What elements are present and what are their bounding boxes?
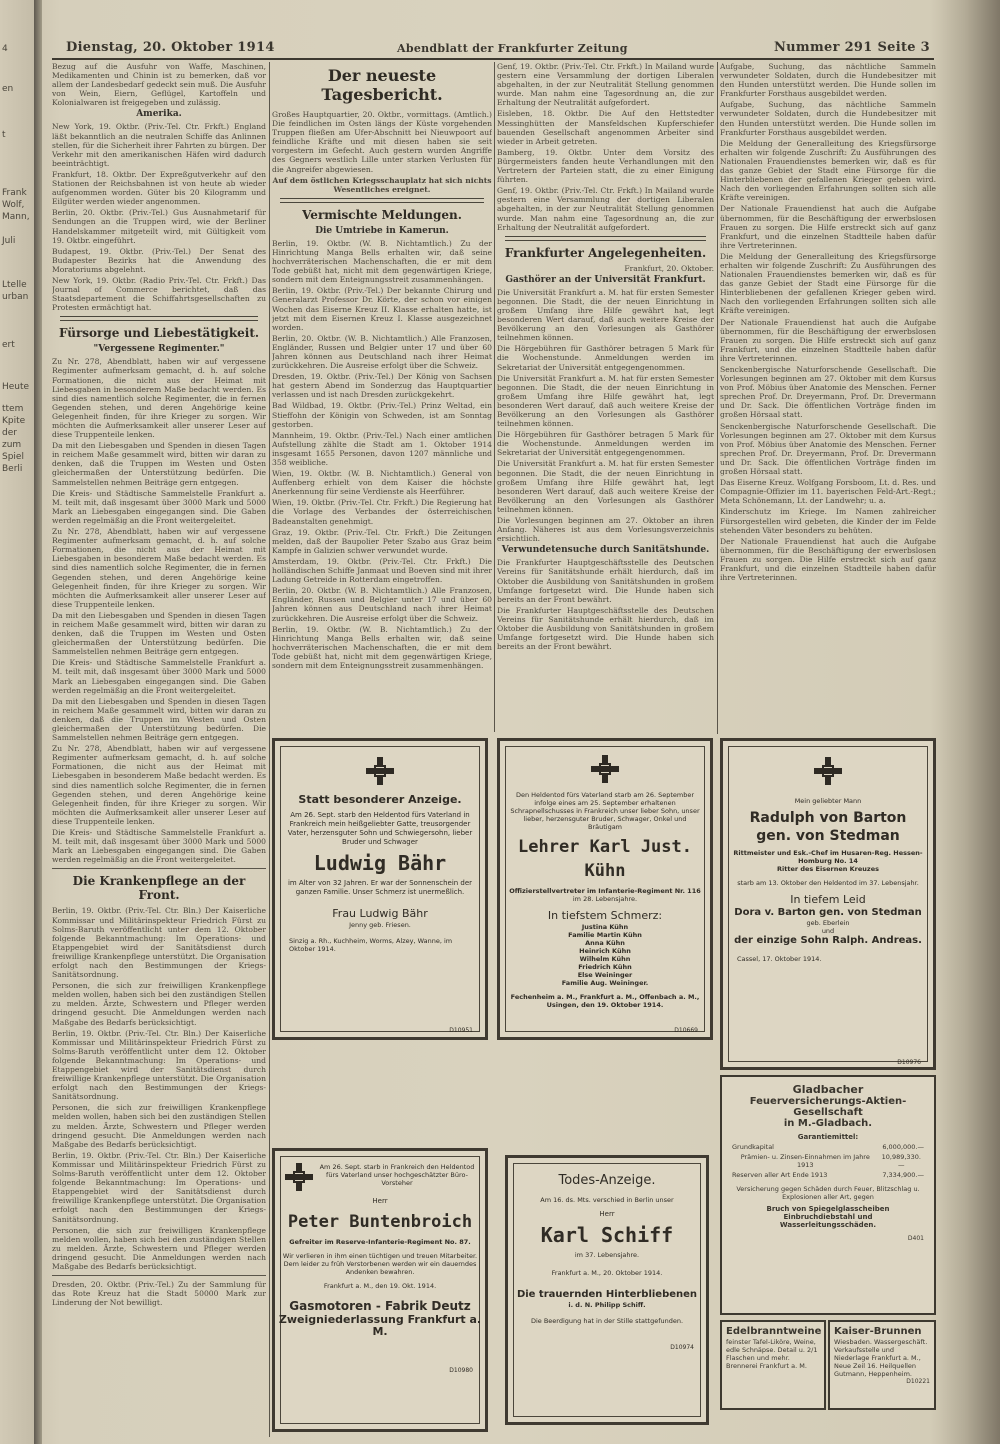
- section-heading: Vermischte Meldungen.: [302, 207, 462, 222]
- margin-fragment: Ltelle: [2, 280, 27, 290]
- article-text: Das Eiserne Kreuz. Wolfgang Forsboom, Lt. d. Res. und Compagnie-Offizier im 11. bayerischen Feld-Art.-Regt.; Meta Schönemann, Lt. der Landwehr; u. a.: [720, 478, 936, 506]
- column-3: [497, 62, 714, 732]
- signer-name: Frau Ludwig Bähr: [332, 907, 428, 920]
- ad-text: Versicherung gegen Schäden durch Feuer, Blitzschlag u. Explosionen aller Art, gegen: [736, 1185, 920, 1201]
- article-text: Die Kreis- und Städtische Sammelstelle Frankfurt a. M. teilt mit, daß insgesamt über 3000 Mark und 5000 Mark an Liebesgaben eingegangen sind. Die Gaben werden regelmäßig an die Front weitergeleitet.: [52, 658, 266, 695]
- insurance-advertisement: [720, 1075, 936, 1315]
- deceased-rank: Rittmeister und Esk.-Chef im Husaren-Reg. Hessen-Homburg No. 14: [733, 849, 923, 865]
- column-rule: [269, 62, 270, 1437]
- iron-cross-icon: [285, 1163, 313, 1191]
- notice-place: Frankfurt a. M., den 19. Okt. 1914.: [323, 1282, 437, 1290]
- article-text: Die Universität Frankfurt a. M. hat für ersten Semester begonnen. Die Stadt, die der neuen Einrichtung in großem Umfang ihre Hilfe gewährt hat, legt besonderen Wert darauf, daß auch weitere Kreise der Bevölkerung an den Vorlesungen als Gasthörer teilnehmen können.: [497, 373, 714, 429]
- deceased-name: Ludwig Bähr: [313, 851, 447, 875]
- mourning-line: In tiefem Leid: [790, 893, 866, 906]
- article-text: Die Hörgebühren für Gasthörer betragen 5 Mark für die Wochenstunde. Anmeldungen werden im Sekretariat der Universität entgegengenommen.: [497, 344, 714, 372]
- article-text: Frankfurt, 18. Oktbr. Der Expreßgutverkehr auf den Stationen der Reichsbahnen ist von heute ab wieder aufgenommen worden. Güter bis 20 Kilogramm und Eilgüter werden wieder angenommen.: [52, 169, 266, 207]
- deceased-rank: Gefreiter im Reserve-Infanterie-Regiment No. 87.: [289, 1238, 471, 1246]
- deceased-name: Radulph von Barton: [749, 810, 907, 826]
- iron-cross-icon: [366, 757, 394, 785]
- column-2: [272, 62, 492, 732]
- mourners-firm: i. d. N. Philipp Schiff.: [568, 1301, 646, 1309]
- article-text: New York, 19. Oktbr. (Priv.-Tel. Ctr. Frkft.) England läßt bekanntlich an die neutralen Schiffe das Anlinnen stellen, für die Sicherheit ihrer Fahrten zu bürgen. Der Verkehr mit den amerikanischen Häfen wird dadurch beeinträchtigt.: [52, 122, 266, 168]
- article-text: Graz, 19. Oktbr. (Priv.-Tel. Ctr. Frkft.) Die Zeitungen melden, daß der Baupolier Peter Szabo aus Graz beim Kampfe in Galizien schwer verwundet wurde.: [272, 527, 492, 555]
- signer-name: der einzige Sohn Ralph. Andreas.: [734, 935, 922, 946]
- article-text: Budapest, 19. Oktbr. (Priv.-Tel.) Der Senat des Budapester Bezirks hat die Anwendung des Moratoriums abgelehnt.: [52, 246, 266, 274]
- ad-row: [732, 1153, 924, 1169]
- article-text: Genf, 19. Oktbr. (Priv.-Tel. Ctr. Frkft.) In Mailand wurde gestern eine Versammlung der dortigen Liberalen abgehalten, in der zur Neutralität Stellung genommen wurde. Man nahm eine Tagesordnung an, die zur Erhaltung der Neutralität aufgefordert.: [497, 62, 714, 108]
- article-text: Bamberg, 19. Oktbr. Unter dem Vorsitz des Bürgermeisters fanden heute Verhandlungen mit den Vertretern der Parteien statt, die zu einer Einigung führten.: [497, 147, 714, 185]
- iron-cross-icon: [814, 757, 842, 785]
- firm-name: Gasmotoren - Fabrik Deutz: [289, 1299, 471, 1313]
- article-text: Senckenbergische Naturforschende Gesellschaft. Die Vorlesungen beginnen am 27. Oktober mit dem Kursus von Prof. Möbius über Anatomie des Menschen. Ferner sprechen Prof. Dr. Dreyermann, Prof. Dr. Drevermann und Dr. Sack. Die öffentlichen Vorträge finden im großen Hörsaal statt.: [720, 365, 936, 420]
- notice-place: Sinzig a. Rh., Kuchheim, Worms, Alzey, Wanne, im Oktober 1914.: [289, 937, 453, 953]
- article-text: Die Universität Frankfurt a. M. hat für ersten Semester begonnen. Die Stadt, die der neuen Einrichtung in großem Umfang ihre Hilfe gewährt hat, legt besonderen Wert darauf, daß auch weitere Kreise der Bevölkerung an den Vorlesungen als Gasthörer teilnehmen können.: [497, 287, 714, 343]
- article-text: Personen, die sich zur freiwilligen Krankenpflege melden wollen, haben sich bei den zuständigen Stellen zu melden. Ärzte, Schwestern und Pfleger werden dringend gesucht. Die Anmeldungen werden nach Maßgabe des Bedarfs berücksichtigt.: [52, 981, 266, 1027]
- notice-place: Fechenheim a. M., Frankfurt a. M., Offenbach a. M., Usingen, den 19. Oktober 1914.: [510, 993, 700, 1009]
- margin-fragment: der: [2, 428, 17, 438]
- article-text: Bad Wildbad, 19. Oktbr. (Priv.-Tel.) Prinz Weltad, ein Stieffohn der Königin von Schweden, ist am Sonntag gestorben.: [272, 401, 492, 429]
- margin-fragment: en: [2, 84, 14, 94]
- margin-fragment: t: [2, 130, 6, 140]
- firm-branch: Zweigniederlassung Frankfurt a. M.: [278, 1313, 482, 1338]
- obituary-notice-schiff: [505, 1155, 709, 1425]
- ad-row-label: Grundkapital: [732, 1143, 774, 1151]
- article-text: Genf, 19. Oktbr. (Priv.-Tel. Ctr. Frkft.) In Mailand wurde gestern eine Versammlung der dortigen Liberalen abgehalten, in der zur Neutralität Stellung genommen wurde. Man nahm eine Tagesordnung an, die zur Erhaltung der Neutralität aufgefordert.: [497, 186, 714, 232]
- article-text: Aufgabe, Suchung, das nächtliche Sammeln verwundeter Soldaten, durch die Hundebesitzer mit den Hunden unterstützt werden. Die Hunde sollen im Frankfurter Forsthaus ausgebildet werden.: [720, 62, 936, 99]
- article-text: Berlin, 20. Oktbr. (W. B. Nichtamtlich.) Alle Franzosen, Engländer, Russen und Belgier unter 17 und über 60 Jahren können aus Deutschland nach ihrer Heimat zurückkehren. Die Ausreise erfolgt über die Schweiz.: [272, 333, 492, 371]
- obituary-notice-kuehn: [497, 738, 713, 1040]
- article-text: Der Nationale Frauendienst hat auch die Aufgabe übernommen, für die Beschäftigung der erwerbslosen Frauen zu sorgen. Die Hilfe erstreckt sich auf ganz Frankfurt, und die einzelnen Stadtteile haben dafür ihre Vertreterinnen.: [720, 317, 936, 363]
- article-text: Dresden, 19. Oktbr. (Priv.-Tel.) Der König von Sachsen hat gestern Abend im Sonderzug das Hauptquartier verlassen und ist nach Dresden zurückgekehrt.: [272, 372, 492, 400]
- notice-text: starb am 13. Oktober den Heldentod im 37. Lebensjahr.: [737, 879, 919, 887]
- divider: [52, 868, 266, 869]
- ad-title: Gladbacher: [792, 1083, 864, 1096]
- mourning-line: In tiefstem Schmerz:: [547, 909, 663, 922]
- ad-text: Wiesbaden. Wassergeschäft. Verkaufsstelle und Niederlage Frankfurt a. M., Neue Zeil 16. Heilquellen Gutmann, Heppenheim.: [834, 1338, 928, 1378]
- mourner-name: Friedrich Kühn: [578, 963, 632, 971]
- column-1: [52, 62, 266, 1437]
- article-text: Bezug auf die Ausfuhr von Waffe, Maschinen, Medikamenten und Chinin ist zu bemerken, daß vor allem der Landesbedarf gedeckt sein muß. Die Ausfuhr von Wein, Eiern, Geflügel, Kartoffeln und Kolonialwaren ist freigegeben und zulässig.: [52, 62, 266, 108]
- obituary-notice-baehr: [272, 738, 488, 1040]
- ad-title: Kaiser-Brunnen: [834, 1326, 922, 1337]
- obituary-notice-buntenbroich: [272, 1148, 488, 1432]
- header-paper-name: Abendblatt der Frankfurter Zeitung: [397, 42, 628, 55]
- mourners-line: Die trauernden Hinterbliebenen: [516, 1289, 698, 1300]
- signer-name: Dora v. Barton gen. von Stedman: [734, 907, 922, 918]
- section-divider: [505, 236, 706, 241]
- article-text: Wien, 19. Oktbr. (W. B. Nichtamtlich.) General von Auffenberg erhielt von dem Kaiser die höchste Anerkennung für seine Verdienste als Heerführer.: [272, 469, 492, 497]
- article-text: Kinderschutz im Kriege. Im Namen zahlreicher Fürsorgestellen wird gebeten, die Kinder der im Felde stehenden Väter besonders zu behüten.: [720, 507, 936, 535]
- margin-fragment: Heute: [2, 382, 30, 392]
- article-text: Da mit den Liebesgaben und Spenden in diesen Tagen in reichem Maße gesammelt wird, bitten wir daran zu denken, daß die Truppen im Westen und Osten gleichermaßen der Unterstützung bedürfen. Die Sammelstellen nehmen Beiträge gern entgegen.: [52, 696, 266, 743]
- article-text: Die Vorlesungen beginnen am 27. Oktober an ihren Anfang. Näheres ist aus dem Vorlesungsverzeichnis ersichtlich.: [497, 516, 714, 544]
- ad-row-value: 6,000,000.—: [882, 1143, 924, 1151]
- section-heading: Frankfurter Angelegenheiten.: [504, 245, 707, 260]
- article-text: Personen, die sich zur freiwilligen Krankenpflege melden wollen, haben sich bei den zuständigen Stellen zu melden. Ärzte, Schwestern und Pfleger werden dringend gesucht. Die Anmeldungen werden nach Maßgabe des Bedarfs berücksichtigt.: [52, 1103, 266, 1149]
- header-page-number: Nummer 291 Seite 3: [774, 40, 930, 55]
- column-rule: [494, 62, 495, 732]
- notice-text: Herr: [599, 1210, 615, 1218]
- notice-text: Am 26. Sept. starb den Heldentod fürs Vaterland in Frankreich mein heißgeliebter Gatte, treusorgender Vater, herzensguter Sohn und Schwiegersohn, lieber Bruder und Schwager: [287, 811, 473, 846]
- ad-row: [732, 1143, 924, 1151]
- ad-title: Edelbranntweine: [726, 1326, 822, 1337]
- ad-row-label: Reserven aller Art Ende 1913: [732, 1171, 828, 1179]
- article-text: Berlin, 19. Oktbr. (W. B. Nichtamtlich.) Zu der Hinrichtung Manga Bells erhalten wir, daß seine hochverräterischen Machenschaften, die er mit dem Tode gebüßt hat, nicht mit dem gegenwärtigen Kriege, sondern mit dem Enteignungsstreit zusammenhängen.: [272, 624, 492, 670]
- notice-code: D10951: [449, 1027, 473, 1034]
- article-text: Zu Nr. 278, Abendblatt, haben wir auf vergessene Regimenter aufmerksam gemacht, d. h. auf solche Formationen, die nicht aus der Heimat mit Liebesgaben in besonderem Maße bedacht werden. Es sind dies namentlich solche Regimenter, die in fernen Gegenden stehen, und deren Angehörige keine Gelegenheit finden, für ihre Krieger zu sorgen. Wir möchten die Aufmerksamkeit aller unserer Leser auf diese Truppenteile lenken.: [52, 527, 266, 609]
- mourner-name: Wilhelm Kühn: [579, 955, 631, 963]
- deceased-name: Peter Buntenbroich: [287, 1212, 473, 1232]
- article-text: Der Nationale Frauendienst hat auch die Aufgabe übernommen, für die Beschäftigung der erwerbslosen Frauen zu sorgen. Die Hilfe erstreckt sich auf ganz Frankfurt, und die einzelnen Stadtteile haben dafür ihre Vertreterinnen.: [720, 536, 936, 583]
- article-text: Zu Nr. 278, Abendblatt, haben wir auf vergessene Regimenter aufmerksam gemacht, d. h. auf solche Formationen, die nicht aus der Heimat mit Liebesgaben in besonderem Maße bedacht werden. Es sind dies namentlich solche Regimenter, die in fernen Gegenden stehen, und deren Angehörige keine Gelegenheit finden, für ihre Krieger zu sorgen. Wir möchten die Aufmerksamkeit aller unserer Leser auf diese Truppenteile lenken.: [52, 744, 266, 826]
- ad-item: Bruch von Spiegelglasscheiben: [766, 1205, 890, 1213]
- article-text: Die Hörgebühren für Gasthörer betragen 5 Mark für die Wochenstunde. Anmeldungen werden im Sekretariat der Universität entgegengenommen.: [497, 430, 714, 458]
- deceased-name: Lehrer Karl Just. Kühn: [518, 837, 692, 881]
- article-text: Berlin, 19. Oktbr. (Priv.-Tel. Ctr. Bln.) Der Kaiserliche Kommissar und Militärinspekteur Friedrich Fürst zu Solms-Baruth veröffentlicht unter dem 12. Oktober folgende Bekanntmachung: Im Operations- und Etappengebiet wird der Sanitätsdienst durch freiwillige Krankenpflege unterstützt. Die Organisation erfolgt nach den Bestimmungen der Kriegs-Sanitätsordnung.: [52, 1150, 266, 1224]
- article-text: Die Kreis- und Städtische Sammelstelle Frankfurt a. M. teilt mit, daß insgesamt über 3000 Mark und 5000 Mark an Liebesgaben eingegangen sind. Die Gaben werden regelmäßig an die Front weitergeleitet.: [52, 828, 266, 865]
- margin-fragment: Mann,: [2, 212, 30, 222]
- mourner-name: Heinrich Kühn: [579, 947, 631, 955]
- notice-code: D10669: [674, 1027, 698, 1034]
- margin-fragment: Wolf,: [2, 200, 25, 210]
- article-text: Die Meldung der Generalleitung des Kriegsfürsorge erhalten wir folgende Zuschrift: Zu Ausführungen des Nationalen Frauendienstes bemerken wir, daß es für das ganze Gebiet der Stadt eine Fürsorge für die Hinterbliebenen der gefallenen Krieger geben wird. Nach den vorliegenden Erfahrungen sollten sich alle Kräfte vereinigen.: [720, 138, 936, 203]
- section-heading: Die Krankenpflege an der Front.: [72, 874, 246, 903]
- signer-detail: Jenny geb. Friesen.: [349, 921, 411, 929]
- notice-text: im 28. Lebensjahre.: [572, 895, 638, 903]
- section-divider: [60, 316, 258, 321]
- article-text: Die Frankfurter Hauptgeschäftsstelle des Deutschen Vereins für Sanitätshunde erhält hierdurch, daß im Oktober die Ausbildung von Sanitätshunden in großem Umfange fortgesetzt wird. Die Hunde haben sich bereits an der Front bewährt.: [497, 558, 714, 604]
- mourner-name: Familie Martin Kühn: [568, 931, 642, 939]
- article-text: Wien, 19. Oktbr. (Priv.-Tel. Ctr. Frkft.) Die Regierung hat die Vorlage des Verbandes der österreichischen Badeanstalten genehmigt.: [272, 498, 492, 526]
- ad-row-value: 10,989,330.—: [881, 1153, 921, 1169]
- small-advertisement: [828, 1320, 936, 1410]
- margin-fragment: urban: [2, 292, 29, 302]
- article-text: Senckenbergische Naturforschende Gesellschaft. Die Vorlesungen beginnen am 27. Oktober mit dem Kursus von Prof. Möbius über Anatomie des Menschen. Ferner sprechen Prof. Dr. Dreyermann, Prof. Dr. Drevermann und Dr. Sack. Die öffentlichen Vorträge finden im großen Hörsaal statt.: [720, 421, 936, 477]
- dateline: Frankfurt, 20. Oktober.: [624, 263, 714, 273]
- article-heading: Amerika.: [136, 109, 182, 120]
- notice-text: im Alter von 32 Jahren. Er war der Sonnenschein der ganzen Familie. Unser Schmerz ist unermeßlich.: [287, 879, 473, 896]
- previous-page-edge: [0, 0, 36, 1444]
- article-text: Da mit den Liebesgaben und Spenden in diesen Tagen in reichem Maße gesammelt wird, bitten wir daran zu denken, daß die Truppen im Westen und Osten gleichermaßen der Unterstützung bedürfen. Die Sammelstellen nehmen Beiträge gern entgegen.: [52, 441, 266, 487]
- article-text: Die Meldung der Generalleitung des Kriegsfürsorge erhalten wir folgende Zuschrift: Zu Ausführungen des Nationalen Frauendienstes bemerken wir, daß es für das ganze Gebiet der Stadt eine Fürsorge für die Hinterbliebenen der gefallenen Krieger geben wird. Nach den vorliegenden Erfahrungen sollten sich alle Kräfte vereinigen.: [720, 251, 936, 316]
- deceased-name-suffix: gen. von Stedman: [756, 828, 900, 844]
- mourner-name: Justina Kühn: [581, 923, 629, 931]
- ad-subheading: Garantiemittel:: [797, 1133, 859, 1141]
- deceased-rank: Offizierstellvertreter im Infanterie-Regiment Nr. 116: [509, 887, 701, 895]
- article-text: Berlin, 19. Oktbr. (Priv.-Tel. Ctr. Bln.) Der Kaiserliche Kommissar und Militärinspekteur Friedrich Fürst zu Solms-Baruth veröffentlicht unter dem 12. Oktober folgende Bekanntmachung: Im Operations- und Etappengebiet wird der Sanitätsdienst durch freiwillige Krankenpflege unterstützt. Die Organisation erfolgt nach den Bestimmungen der Kriegs-Sanitätsordnung.: [52, 1028, 266, 1102]
- margin-fragment: Frank: [2, 188, 27, 198]
- article-text: Auf dem östlichen Kriegsschauplatz hat sich nichts Wesentliches ereignet.: [272, 175, 492, 194]
- ad-title: Feuerversicherungs-Aktien-Gesellschaft: [749, 1096, 907, 1118]
- ad-row: [732, 1171, 924, 1179]
- article-text: Die Kreis- und Städtische Sammelstelle Frankfurt a. M. teilt mit, daß insgesamt über 3000 Mark und 5000 Mark an Liebesgaben eingegangen sind. Die Gaben werden regelmäßig an die Front weitergeleitet.: [52, 488, 266, 525]
- page-header: [52, 38, 934, 60]
- notice-text: Wir verlieren in ihm einen tüchtigen und treuen Mitarbeiter. Dem leider zu früh Verstorbenen werden wir ein dauerndes Andenken bewahren.: [282, 1252, 478, 1276]
- notice-place: Frankfurt a. M., 20. Oktober 1914.: [551, 1269, 663, 1277]
- margin-fragment: Kpite: [2, 416, 26, 426]
- ad-code: D10221: [906, 1378, 930, 1385]
- article-text: Berlin, 20. Oktbr. (W. B. Nichtamtlich.) Alle Franzosen, Engländer, Russen und Belgier unter 17 und über 60 Jahren können aus Deutschland nach ihrer Heimat zurückkehren. Die Ausreise erfolgt über die Schweiz.: [272, 586, 492, 623]
- article-text: Berlin, 19. Oktbr. (Priv.-Tel. Ctr. Bln.) Der Kaiserliche Kommissar und Militärinspekteur Friedrich Fürst zu Solms-Baruth veröffentlicht unter dem 12. Oktober folgende Bekanntmachung: Im Operations- und Etappengebiet wird der Sanitätsdienst durch freiwillige Krankenpflege unterstützt. Die Organisation erfolgt nach den Bestimmungen der Kriegs-Sanitätsordnung.: [52, 906, 266, 980]
- article-text: Amsterdam, 19. Oktbr. (Priv.-Tel. Ctr. Frkft.) Die holländischen Schiffe Janmaat und Boeven sind mit ihrer Ladung Getreide in Rotterdam eingetroffen.: [272, 556, 492, 585]
- ad-row-label: Prämien- u. Zinsen-Einnahmen im Jahre 1913: [740, 1153, 870, 1169]
- article-text: Aufgabe, Suchung, das nächtliche Sammeln verwundeter Soldaten, durch die Hundebesitzer mit den Hunden unterstützt werden. Die Hunde sollen im Frankfurter Forsthaus ausgebildet werden.: [720, 100, 936, 137]
- small-advertisement: [720, 1320, 826, 1410]
- notice-title: Todes-Anzeige.: [558, 1173, 656, 1188]
- notice-code: D10974: [670, 1344, 694, 1351]
- article-text: Personen, die sich zur freiwilligen Krankenpflege melden wollen, haben sich bei den zuständigen Stellen zu melden. Ärzte, Schwestern und Pfleger werden dringend gesucht. Die Anmeldungen werden nach Maßgabe des Bedarfs berücksichtigt.: [52, 1225, 266, 1271]
- ad-item: Wasserleitungsschäden.: [779, 1221, 877, 1229]
- ad-title: in M.-Gladbach.: [783, 1118, 873, 1129]
- column-4: [720, 62, 936, 734]
- ad-code: D401: [907, 1235, 924, 1242]
- margin-fragment: ttem: [2, 404, 24, 414]
- article-text: Der Nationale Frauendienst hat auch die Aufgabe übernommen, für die Beschäftigung der erwerbslosen Frauen zu sorgen. Die Hilfe erstreckt sich auf ganz Frankfurt, und die einzelnen Stadtteile haben dafür ihre Vertreterinnen.: [720, 204, 936, 250]
- notice-text: Die Beerdigung hat in der Stille stattgefunden.: [530, 1317, 684, 1325]
- article-text: Da mit den Liebesgaben und Spenden in diesen Tagen in reichem Maße gesammelt wird, bitten wir daran zu denken, daß die Truppen im Westen und Osten gleichermaßen der Unterstützung bedürfen. Die Sammelstellen nehmen Beiträge gern entgegen.: [52, 610, 266, 657]
- ad-text: feinster Tafel-Liköre, Weine, edle Schnäpse. Detail u. 2/1 Flaschen und mehr. Brennerei Frankfurt a. M.: [726, 1338, 818, 1370]
- article-heading: Verwundetensuche durch Sanitätshunde.: [501, 545, 710, 556]
- ad-item: Einbruchdiebstahl und: [783, 1213, 873, 1221]
- divider: [52, 1275, 266, 1276]
- notice-code: D10976: [897, 1059, 921, 1066]
- article-heading: Gasthörer an der Universität Frankfurt.: [505, 274, 706, 285]
- notice-text: im 37. Lebensjahre.: [574, 1251, 640, 1259]
- ad-row-value: 7,334,900.—: [882, 1171, 924, 1179]
- notice-text: Den Heldentod fürs Vaterland starb am 26. September infolge eines am 25. September erhaltenen Schrapnellschusses in Frankreich unser lieber Sohn, unser lieber, herzensguter Bruder, Schwager, Onkel und Bräutigam: [510, 791, 700, 831]
- deceased-name: Karl Schiff: [540, 1223, 674, 1247]
- margin-fragment: Spiel: [2, 452, 24, 462]
- section-divider: [280, 198, 484, 203]
- notice-title: Statt besonderer Anzeige.: [298, 793, 462, 806]
- notice-text: Mein geliebter Mann: [794, 797, 862, 805]
- article-text: Berlin, 20. Oktbr. (Priv.-Tel.) Gus Ausnahmetarif für Sendungen an die Truppen wird, wie der Berliner Handelskammer mitgeteilt wird, mit Gültigkeit vom 19. Oktbr. eingeführt.: [52, 208, 266, 245]
- mourner-name: Familie Aug. Weininger.: [561, 979, 649, 987]
- margin-fragment: zum: [2, 440, 22, 450]
- section-heading: Fürsorge und Liebestätigkeit.: [58, 326, 260, 341]
- article-text: Eisleben, 18. Oktbr. Die Auf den Hettstedter Messinghütten der Mansfeldschen Kupferschiefer bauenden Gesellschaft angenommen Arbeiter sind wieder in Arbeit getreten.: [497, 109, 714, 146]
- article-heading: "Vergessene Regimenter.": [93, 344, 225, 355]
- notice-text: Am 16. ds. Mts. verschied in Berlin unser: [540, 1196, 674, 1204]
- article-text: Mannheim, 19. Oktbr. (Priv.-Tel.) Nach einer amtlichen Aufstellung zählte die Stadt am 1. Oktober 1914 insgesamt 1655 Personen, davon 1207 männliche und 358 weibliche.: [272, 430, 492, 467]
- margin-fragment: Juli: [2, 236, 16, 246]
- article-heading: Die Umtriebe in Kamerun.: [315, 225, 449, 236]
- notice-code: D10980: [449, 1367, 473, 1374]
- notice-text: Herr: [372, 1197, 388, 1205]
- section-heading: Der neueste Tagesbericht.: [321, 66, 443, 104]
- article-text: Dresden, 20. Oktbr. (Priv.-Tel.) Zu der Sammlung für das Rote Kreuz hat die Stadt 50000 Mark zur Linderung der Not bewilligt.: [52, 1280, 266, 1308]
- mourner-name: Else Weininger: [577, 971, 633, 979]
- obituary-notice-barton: [720, 738, 936, 1070]
- header-date: Dienstag, 20. Oktober 1914: [66, 40, 275, 55]
- article-text: Berlin, 19. Oktbr. (W. B. Nichtamtlich.) Zu der Hinrichtung Manga Bells erhalten wir, daß seine hochverräterischen Machenschaften, die er mit dem Tode gebüßt hat, nicht mit dem gegenwärtigen Kriege, sondern mit dem Enteignungsstreit zusammenhängen.: [272, 238, 492, 285]
- deceased-honor: Ritter des Eisernen Kreuzes: [777, 865, 879, 873]
- margin-fragment: 4: [2, 44, 8, 54]
- article-text: Die Frankfurter Hauptgeschäftsstelle des Deutschen Vereins für Sanitätshunde erhält hierdurch, daß im Oktober die Ausbildung von Sanitätshunden in großem Umfange fortgesetzt wird. Die Hunde haben sich bereits an der Front bewährt.: [497, 605, 714, 652]
- article-text: Berlin, 19. Oktbr. (Priv.-Tel.) Der bekannte Chirurg und Generalarzt Professor Dr. Körte, der schon vor einigen Wochen das Eiserne Kreuz II. Klasse erhalten hatte, ist jetzt mit dem Eisernen Kreuz I. Klasse ausgezeichnet worden.: [272, 286, 492, 332]
- mourner-name: Anna Kühn: [585, 939, 625, 947]
- margin-fragment: ert: [2, 340, 15, 350]
- column-rule: [717, 62, 718, 734]
- article-text: Die Universität Frankfurt a. M. hat für ersten Semester begonnen. Die Stadt, die der neuen Einrichtung in großem Umfang ihre Hilfe gewährt hat, legt besonderen Wert darauf, daß auch weitere Kreise der Bevölkerung an den Vorlesungen als Gasthörer teilnehmen können.: [497, 459, 714, 514]
- notice-place: Cassel, 17. Oktober 1914.: [737, 955, 822, 963]
- page-gutter: [34, 0, 42, 1444]
- notice-text: Am 26. Sept. starb in Frankreich den Heldentod fürs Vaterland unser hochgeschätzter Büro-Vorsteher: [319, 1163, 475, 1187]
- iron-cross-icon: [591, 755, 619, 783]
- article-text: Zu Nr. 278, Abendblatt, haben wir auf vergessene Regimenter aufmerksam gemacht, d. h. auf solche Formationen, die nicht aus der Heimat mit Liebesgaben in besonderem Maße bedacht werden. Es sind dies namentlich solche Regimenter, die in fernen Gegenden stehen, und deren Angehörige keine Gelegenheit finden, für ihre Krieger zu sorgen. Wir möchten die Aufmerksamkeit aller unserer Leser auf diese Truppenteile lenken.: [52, 357, 266, 440]
- page-edge-shadow: [940, 0, 1000, 1444]
- notice-text: und: [821, 927, 835, 935]
- article-text: New York, 19. Oktbr. (Radio Priv.-Tel. Ctr. Frkft.) Das Journal of Commerce berichtet, daß das Staatsdepartement die Schiffahrtsgesellschaften zu Protesten ermächtigt hat.: [52, 275, 266, 313]
- signer-detail: geb. Eberlein: [806, 919, 850, 927]
- article-text: Großes Hauptquartier, 20. Oktbr., vormittags. (Amtlich.) Die feindlichen im Osten längs der Küste vorgehenden Truppen fließen am Ufer-Abschnitt bei Nieuwpoort auf feindliche Kräfte und mit diesen haben sie seit vorgestern im Gefecht. Auch gestern wurden Angriffe des Gegners westlich Lille unter starken Verlusten für die Angreifer abgewiesen.: [272, 110, 492, 174]
- margin-fragment: Berli: [2, 464, 23, 474]
